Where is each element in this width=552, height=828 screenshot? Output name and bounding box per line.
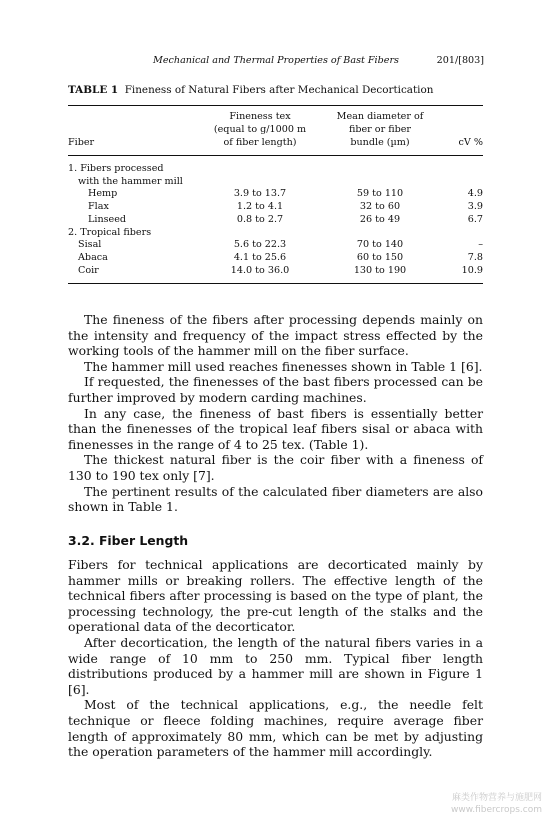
table-caption: [68, 84, 433, 96]
watermark-line: 麻类作物营养与施肥网: [451, 793, 542, 803]
table-cell-diameter: 59 to 110: [356, 188, 404, 200]
diameter-header-line: Mean diameter of: [336, 111, 424, 122]
table-top-rule: [68, 105, 483, 106]
column-header-diameter: [330, 110, 430, 149]
table-cell-fiber: Coir: [78, 264, 99, 276]
table-cell-fineness: 14.0 to 36.0: [230, 264, 290, 276]
section-heading: 3.2. Fiber Length: [68, 533, 189, 548]
table-cell-cv: 4.9: [467, 188, 483, 200]
table-cell-fineness: 0.8 to 2.7: [236, 213, 284, 225]
table-cell-fiber: 1. Fibers processed: [68, 163, 164, 174]
watermark: [451, 792, 542, 816]
table-cell-fiber: Sisal: [78, 239, 102, 251]
table-cell-fiber: 2. Tropical fibers: [68, 226, 152, 238]
table-header-rule: [68, 155, 483, 156]
paragraph: If requested, the finenesses of the bast fibers processed can be further improved by modern carding machines.: [68, 374, 483, 405]
paragraph: The fineness of the fibers after processing depends mainly on the intensity and frequency of the impact stress effected by the working tools of the hammer mill on the fiber surface.: [68, 312, 483, 359]
table-cell-diameter: 70 to 140: [356, 239, 404, 251]
table-cell-diameter: 32 to 60: [359, 201, 401, 213]
fineness-header-line: of fiber length): [223, 137, 297, 148]
table-cell-cv: 7.8: [467, 251, 483, 263]
column-header-fiber: Fiber: [68, 137, 95, 148]
table-caption-text: Fineness of Natural Fibers after Mechanical Decortication: [124, 84, 434, 96]
body-text-block-1: [68, 312, 483, 515]
table-cell-fiber: Flax: [88, 201, 109, 213]
fineness-header-line: (equal to g/1000 m: [213, 124, 307, 135]
table-cell-fineness: 4.1 to 25.6: [233, 251, 287, 263]
table-cell-cv: –: [478, 239, 483, 251]
page-number: 201/[803]: [436, 55, 484, 66]
table-cell-fiber: Abaca: [78, 251, 108, 263]
paragraph: In any case, the fineness of bast fibers is essentially better than the finenesses of the tropical leaf fibers sisal or abaca with finenesses in the range of 4 to 25 tex. (Table 1).: [68, 405, 483, 452]
table-cell-cv: 6.7: [467, 213, 483, 225]
table-cell-fineness: 1.2 to 4.1: [236, 201, 284, 213]
table-cell-cv: 3.9: [467, 201, 483, 213]
paragraph: Fibers for technical applications are decorticated mainly by hammer mills or breaking rollers. The effective length of the technical fibers after processing is based on the type of plant, the processing technology, the pre-cut length of the stalks and the operational data of the decorticator.: [68, 557, 483, 635]
paragraph: After decortication, the length of the natural fibers varies in a wide range of 10 mm to 250 mm. Typical fiber length distributions produced by a hammer mill are shown in Figure 1 [6].: [68, 634, 483, 697]
watermark-line: www.fibercrops.com: [451, 805, 542, 815]
table-cell-fiber: Hemp: [88, 188, 118, 200]
fineness-header-line: Fineness tex: [229, 111, 291, 122]
table-cell-fiber: Linseed: [88, 213, 127, 225]
table-cell-fineness: 3.9 to 13.7: [233, 188, 287, 200]
paragraph: The hammer mill used reaches finenesses shown in Table 1 [6].: [84, 358, 483, 374]
paragraph: The thickest natural fiber is the coir fiber with a fineness of 130 to 190 tex only [7].: [68, 452, 483, 483]
table-cell-cv: 10.9: [461, 264, 483, 276]
table-cell-diameter: 60 to 150: [356, 251, 404, 263]
column-header-fineness: [210, 110, 310, 149]
table-bottom-rule: [68, 283, 483, 284]
diameter-header-line: bundle (µm): [350, 137, 410, 148]
running-title: Mechanical and Thermal Properties of Bast Fibers: [153, 55, 399, 66]
table-cell-fineness: 5.6 to 22.3: [233, 239, 287, 251]
table-caption-label: TABLE 1: [68, 84, 119, 96]
table-cell-diameter: 130 to 190: [353, 264, 407, 276]
paragraph: The pertinent results of the calculated fiber diameters are also shown in Table 1.: [68, 483, 483, 515]
table-cell-fiber: with the hammer mill: [78, 175, 183, 187]
column-header-cv: cV %: [458, 137, 483, 148]
paragraph: Most of the technical applications, e.g., the needle felt technique or fleece folding machines, require average fiber length of approximately 80 mm, which can be met by adjusting the operation parameters of the hammer mill accordingly.: [68, 697, 483, 760]
body-text-block-2: [68, 557, 483, 760]
table-cell-diameter: 26 to 49: [359, 213, 401, 225]
diameter-header-line: fiber or fiber: [348, 124, 412, 135]
